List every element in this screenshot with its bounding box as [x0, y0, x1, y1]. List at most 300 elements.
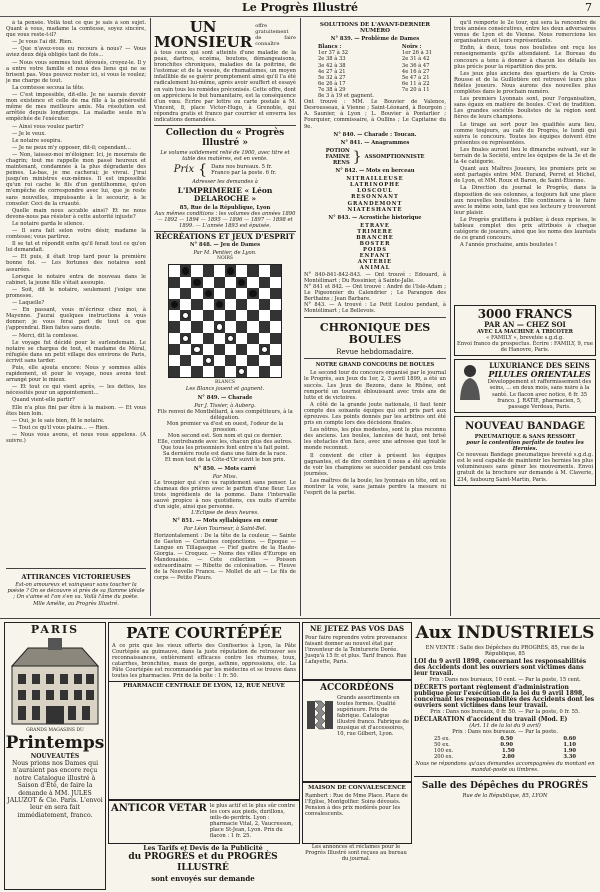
tarif-cell: 0.60 [563, 736, 576, 742]
collection-title: Collection du « Progrès Illustré » [165, 128, 285, 149]
board-square [259, 277, 270, 288]
anagram-block: POTION FAMINE RENS } ASSOMPTIONNISTE [325, 147, 425, 166]
aux-memes-text: Aux mêmes conditions : les volumes des années 1890 — 1892 — 1894 — 1895 — 1896 — 1897 — 1898 et 1899. — L'année 1893 est épuisée. [154, 210, 296, 229]
board-square [225, 355, 236, 366]
charade-line: Et mon tout de la Côte-d'Or suivit le bon prix. [164, 457, 286, 464]
charade-line: Que tous les prisonniers font entre n'a fait point. [160, 445, 290, 452]
story-paragraph: — Merci, dit la comtesse. [12, 332, 79, 339]
board-square [169, 288, 180, 299]
move-line: 4e 27 à 21 [317, 68, 346, 75]
board-square [169, 355, 180, 366]
solutions-title: SOLUTIONS DE L'AVANT-DERNIER NUMÉRO [319, 22, 431, 35]
board-square [203, 277, 214, 288]
board-square [214, 265, 225, 276]
board-square [225, 288, 236, 299]
concours-paragraph: Les maîtres de la boule, les lyonnais en tête, ont su montrer la voie, sans jamais perdre la mesure ni l'esprit de la partie. [304, 477, 446, 497]
concours-paragraph: Il convient de citer à présent les équipes gagnantes, et de dire combien il nous a été agréable de voir les champions se succéder pendant ces trois journées. [304, 452, 446, 477]
story-paragraph: — C'est impossible, dit-elle. Je ne saurais devoir mon existence et celle de ma fille à la générosité même de mes meilleurs amis. Ma résolution est arrêtée depuis longtemps. La maladie seule m'a empêchée de l'exécuter. [6, 92, 146, 123]
anticor-title: ANTICOR VETAR [111, 803, 207, 814]
story-paragraph: Le voyage fut décidé pour le surlendemain. Le notaire se chargea de tout, et madame de Méral, réfugiée dans un petit village des environs de Paris, écrivit sans tarder. [6, 339, 146, 364]
boules-title: CHRONIQUE DES BOULES [319, 321, 431, 347]
story-paragraph: Le notaire garda le silence. [12, 220, 85, 227]
black-piece [205, 290, 212, 297]
charade-line: Mon second est. Son nom et qui ce dernier. [167, 433, 283, 440]
move-line: 3e 42 à 38 [317, 62, 346, 69]
ad-3000-line2: PAR AN — CHEZ SOI [484, 320, 566, 329]
white-piece [216, 323, 223, 330]
ad-bandage-title: NOUVEAU BANDAGE [465, 420, 585, 432]
paris-label: PARIS [30, 623, 80, 636]
salle-addr: Rue de la République, 85, LYON [462, 793, 548, 799]
board-square [270, 321, 281, 332]
story-paragraph: — Laquelle? [12, 300, 45, 307]
ad-3000-francs [454, 305, 596, 356]
ont-trouve-843: N° 843. — A trouvé : Le Petit Loulou pendant, à Montélimart ; Le Bellevois. [304, 302, 446, 315]
move-line: 2e 31 à 42 [401, 56, 430, 63]
story-paragraph: — En passant, vous m'écrirez chez moi, à Mayenne. J'aurai quelques instructions à vous donner; je vous ferai part de tout ce que j'apprendrai. Bien faites sans doute. [6, 307, 146, 332]
column-4 [454, 20, 596, 616]
board-square [236, 321, 247, 332]
n843-title: N° 843. — Acrostiche historique [328, 214, 422, 221]
board-square [259, 310, 270, 321]
anagram-word: RENS [332, 159, 350, 166]
berceau-words [304, 176, 446, 213]
ind-decrets-prix: Prix : Dans nos bureaux, 0 fr. 50. — Par la poste, 0 fr. 55. [430, 709, 580, 715]
boules-paragraph: Enfin, à deux, tous nos boulistes ont reçu les renseignements qu'ils attendaient. Le Bureau du concours a tenu à donner à chacun les détails les plus précis pour la répartition des prix. [454, 45, 596, 70]
black-piece [216, 301, 223, 308]
board-square [247, 333, 258, 344]
board-square [259, 265, 270, 276]
berceau-word: GRANDEMONT [347, 200, 403, 207]
boules-paragraph: Les finales auront lieu le dimanche suivant, sur le terrain de la Société, entre les équipes de la 3e et de la 4e catégorie. [454, 146, 596, 166]
charade-line: Elle, contrebande avec les, chacun plus des autres. [157, 439, 293, 446]
black-piece [193, 279, 200, 286]
move-line: 1er 37 à 32 [317, 50, 349, 57]
acrostiche-word: ANTERIE [357, 259, 393, 266]
story-paragraph: Il se tut et répondit enfin qu'il ferait tout ce qu'on lui demandait. [6, 241, 146, 254]
acrostiche-word: ETRAVE [360, 222, 390, 229]
concours-title: NOTRE GRAND CONCOURS DE BOULES [315, 362, 435, 369]
ont-trouve-841: N° 841 et 842. — Ont trouvé : André de l'Isle-Adam ; Le Pigeonnier du Calendrier ; Le Parangon des Berthains ; Jean Barbare. [304, 283, 446, 302]
concours-text [304, 370, 446, 496]
story-paragraph: — Et tout ce qui vient après, — les dettes, les nécessités pour un appointement… [6, 384, 146, 397]
board-square [214, 366, 225, 377]
board-square [270, 310, 281, 321]
board-square [247, 355, 258, 366]
board-square [247, 344, 258, 355]
ad-lux-title: LUXURIANCE DES SEINS [489, 361, 590, 371]
tarif-cell: 0.50 [500, 736, 513, 742]
concours-paragraph: A côté de la grande joute nationale, il faut tenir compte des soixante équipes qui ont pris part aux épreuves. Les points donnés par les arbitres ont été pris en compte lors des décisions finales. [304, 401, 446, 427]
mots-carre-title: N° 850. — Mots carré [193, 465, 257, 472]
board-square [203, 310, 214, 321]
black-piece [227, 267, 234, 274]
story-paragraph: Le notaire soupira. [12, 137, 62, 144]
story-paragraph: — Je ne peux m'y opposer, dit-il; cependant… [12, 144, 132, 151]
move-line: 4e 16 à 27 [401, 68, 430, 75]
ad-3000-small: Envoi franco du prospectus. Écrire : FAMILY, 9, rue de Hanovre, Paris. [457, 341, 593, 354]
maison-text: Rambert : Rue de Mme Place. Place de l'Église, Montgolfier. Soins dévoués. Pension à des prix modérés pour les convalescents. [305, 793, 408, 817]
board-square [180, 321, 191, 332]
berceau-word: LOSCOUL [357, 188, 393, 195]
story-paragraph: Puis, elle ajouta encore: Nous y sommes allés rapidement, et pour le voyage, nous avons tout arrangé pour le mieux. [6, 364, 146, 384]
ind-decl: DÉCLARATION d'accident du travail (Mod. E) [414, 716, 568, 723]
acrostiche-word: POIDS [362, 247, 388, 254]
white-piece [182, 312, 189, 319]
black-piece [238, 279, 245, 286]
board-square [191, 310, 202, 321]
story-paragraph: — Oui, je le sais bien, fit le notaire. [12, 417, 105, 424]
probleme-title: N° 839. — Problème de Dames [330, 36, 420, 43]
ind-decl-sub: (Art. 11 de la loi du 9 avril) [469, 723, 541, 729]
story-paragraph: — Que n'avez-vous eu recours à nous? — Vous aviez deux déjà obligés tant de fois… [6, 46, 146, 59]
boules-paragraph: qu'il remporte le 2e tour, qui sera la rencontre de trois années consécutives, entre les deux adversaires venus de Lyon et de Vienne. Nous remercions les organisateurs et leurs représentants. [454, 20, 596, 45]
board-square [191, 333, 202, 344]
grands-magasins: GRANDS MAGASINS DU [26, 728, 84, 733]
ad-3000-title: 3000 FRANCS [477, 307, 573, 321]
concours-paragraph: Le second tour du concours organisé par le journal le Progrès, aux Jeux du 1er, 2, 3 avril 1899, a été un succès. Les Jeux de Bezons, dans le Rhône, ont remporté un tournoi éblouissant avec trois ans de lutte et de victoires. [304, 370, 446, 401]
board-square [225, 344, 236, 355]
board-square [270, 265, 281, 276]
story-paragraph: — Et puis, il était trop tard pour la première bonne foi. — Les fortunes des notaires sont assurées. [6, 254, 146, 273]
jetez-title: NE JETEZ PAS VOS DAS [309, 624, 405, 633]
ad-3000-line4: « FAMILY », brevetée s.g.d.g. [486, 335, 564, 342]
story-paragraph: Lorsque le notaire entra de nouveau dans le cabinet, la jeune fille s'était assoupie. [6, 273, 146, 286]
board-square [236, 333, 247, 344]
annonces-text: Les annonces et réclames pour le Progrès Illustré sont reçues au bureau du journal. [305, 844, 407, 862]
tarif-cell: 1.50 [501, 748, 515, 754]
board-square [180, 265, 191, 276]
brace-glyph: { [198, 162, 208, 179]
mots-syllabiques-by: Par Léon Tourneur, à Saint-Bel. [183, 526, 267, 533]
berceau-word: NIATESHANTE [347, 206, 403, 213]
tarif-cell: 0.90 [500, 742, 513, 748]
board-square [203, 344, 214, 355]
board-square [180, 344, 191, 355]
annonces-notice [302, 844, 410, 888]
board-square [191, 321, 202, 332]
story-paragraph: — Je vous l'ai dit. Rien. [12, 39, 73, 46]
jeu-dames-by: Par M. Pentier, de Lyon. [193, 250, 257, 257]
board-square [180, 310, 191, 321]
board-square [236, 288, 247, 299]
board-square [169, 299, 180, 310]
board-square [236, 265, 247, 276]
white-piece [193, 346, 200, 353]
boules-paragraph: Le tirage au sort pour les qualifiés aura lieu, comme toujours, au café du Progrès, le lundi qui suivra le concours. Toutes les équipes doivent être présentes ou représentées. [454, 121, 596, 146]
column-3 [304, 20, 446, 616]
black-piece [249, 290, 256, 297]
collection-sub: Le volume solidement relié de 1900, avec titre et table des matières, est en vente. [160, 150, 290, 163]
anticor-text: le plus actif et le plus sûr contre les cors aux pieds, durillons, œils-de-perdrix. Lyon : pharmacie Vital, 2, Vaucresson, place St-Jean, Lyon. Prix du flacon : 1 fr. 25. [209, 803, 296, 839]
story-paragraph: — Soit, dit le notaire, seulement j'exige une promesse. [6, 286, 146, 299]
printemps-label: Printemps [5, 733, 105, 753]
boules-sub: Revue hebdomadaire. [336, 348, 414, 357]
tarifs-line2: du PROGRÈS et du PROGRÈS ILLUSTRÉ [128, 852, 278, 873]
pate-text: A ce prix que les vieux offerts des Confiseries à Lyon, la Pâte Courtépée au guimauve, dans la juste réputation de retrouver ses reconnaissances, entièrement efficaces contre les rhumes, toux, catarrhes, bronchites, maux de gorge, asthme, oppressions, etc. La Pâte Courtépée est recommandée par les médecins et se trouve dans toutes les pharmacies. Prix de la boîte : 1 fr. 50. [112, 643, 296, 679]
noirs-moves-label: Noirs : [401, 44, 422, 51]
board-square [180, 355, 191, 366]
ad-anticor [108, 800, 300, 844]
page-header [0, 0, 600, 17]
attirances-author: Mlle Amélie, au Progrès Illustré. [33, 601, 119, 608]
anagram-right: ASSOMPTIONNISTE [364, 153, 425, 160]
board-square [236, 344, 247, 355]
board-square [259, 288, 270, 299]
ad-industriels [414, 622, 596, 888]
berceau-word: LATRINOPHE [349, 182, 400, 189]
page-title: Le Progrès Illustré [241, 1, 359, 14]
board-square [203, 299, 214, 310]
accordeons-title: ACCORDÉONS [320, 683, 394, 693]
board-square [225, 299, 236, 310]
charade-line: Mon premier va d'est en ouest, l'odeur de la pression. [166, 420, 284, 433]
board-square [180, 277, 191, 288]
black-piece [182, 267, 189, 274]
dames-caption: Les Blancs jouent et gagnent. [185, 386, 265, 393]
nouveautes-label: NOUVEAUTÉS [30, 753, 80, 760]
charade-title: N° 849. — Charade [197, 394, 253, 401]
white-piece [182, 335, 189, 342]
board-square [247, 321, 258, 332]
board-square [259, 299, 270, 310]
ad-3000-line3: AVEC LA MACHINE A TRICOTER [477, 329, 573, 335]
blancs-label: BLANCS [214, 380, 235, 386]
black-piece [171, 301, 178, 308]
ad-bandage-line3: pour la contention parfaite de toutes les Hernies. [466, 439, 584, 453]
tarif-cell: 3.30 [563, 754, 576, 760]
board-square [214, 277, 225, 288]
boules-paragraph: Quant aux Maîtres Joueurs, les premiers prix se sont partagés entre MM. Durand, Perret et Michel, de Lyon, et MM. Roux et Baron, de Saint-Étienne. [454, 166, 596, 185]
board-square [214, 344, 225, 355]
acrostiche-word: ENFANT [359, 253, 391, 260]
ad-pate-courtepee [108, 622, 300, 800]
board-square [236, 277, 247, 288]
ad-bandage [454, 416, 596, 486]
board-square [169, 366, 180, 377]
tarif-cell: 1.10 [563, 742, 576, 748]
recreations-title: RÉCRÉATIONS ET JEUX D'ESPRIT [155, 231, 295, 241]
mots-carre-text: Le troupier qui s'en va rapidement sans penser. Le chameau des prières avec le parfum d'une fleur. Les trois ingrédients de la pomme. Dans l'intervalle sauvé propice à nos quotidiens, ces nuits d'arrête d'un sigle, ainsi que personne. [154, 479, 296, 511]
column-rule [300, 18, 301, 616]
move-line: 3e 36 à 47 [401, 62, 430, 69]
board-square [247, 366, 258, 377]
ont-trouve-840: N° 840-841-842-843. — Ont trouvé : Edouard, à Montélimart ; Du Rossinier, à Sainte-Jalle. [304, 271, 446, 284]
charade-line: Sa dernière route est dans une faim de la race. [163, 451, 287, 458]
board-square [270, 355, 281, 366]
board-square [247, 299, 258, 310]
column-rule [450, 18, 451, 616]
board-square [169, 277, 180, 288]
move-line: 5e 47 à 21 [401, 74, 430, 81]
board-square [191, 265, 202, 276]
story-paragraph: à ta pensée. Voilà tout ce que je sais à son sujet. Quant à vous, madame la comtesse, soyez sincère, que vous reste-t-il? [6, 20, 146, 39]
ont-trouve-839: Ont trouvé : MM. Le Bouvier de Valence, Desrousseau, à Vienne ; Saint-Léonard, à Bourgoin ; A. Saunier, à Lyon ; L. Bouvier à Pontarlier ; Fourquier, commissaire, à Oullins ; Le Capitaine du 9e. [304, 99, 446, 130]
tarifs-notice [108, 844, 298, 888]
acrostiche-word: ANIMAL [359, 265, 391, 272]
board-square [247, 265, 258, 276]
salle-title: Salle des Dépêches du PROGRÈS [421, 781, 589, 791]
board-square [169, 321, 180, 332]
pate-title: PATE COURTÉPÉE [126, 624, 282, 642]
board-square [247, 288, 258, 299]
mots-carre-by: Par Miss. [212, 473, 238, 480]
board-square [203, 333, 214, 344]
ad-jetez [302, 622, 412, 680]
jetez-text: Pour faire reprendre votre provenance faisant donner au nouvel état par l'inventeur de la Teinturerie Dorée. Jusqu'à 15 fr. et plus. Tarif franco. Rue Lafayette, Paris. [305, 635, 408, 665]
board-square [270, 333, 281, 344]
woman-portrait-icon [457, 362, 483, 400]
boules-paragraph: A l'année prochaine, amis boulistes ! [460, 242, 557, 249]
board-square [214, 299, 225, 310]
board-square [203, 288, 214, 299]
column-2 [154, 20, 296, 616]
story-paragraph: Elle n'a plus fini par être à la maison. — Et vous êtes bien loin. [6, 404, 146, 417]
board-square [259, 344, 270, 355]
ad-accordeons [302, 680, 412, 782]
column-rule [150, 18, 151, 616]
attirances-text: Est-on amoureux et vainqueur sans toucher la poésie ? On se découvre si près de sa flamme idéale ; On s'aime et l'on s'en va. Voilà l'âme du poète. [7, 582, 145, 601]
ad-maison [302, 782, 412, 844]
prix-line: Dans nos bureaux. 5 fr. [211, 164, 273, 171]
boules-paragraph: Les jeux plus anciens des quartiers de la Croix-Rousse et de la Guillotière ont retrouvé leurs plus fidèles joueurs. Nous aurons des nouvelles plus complètes dans le prochain numéro. [454, 70, 596, 96]
berceau-word: NITRAILLEUSE [346, 176, 404, 183]
board-square [180, 366, 191, 377]
board-square [259, 333, 270, 344]
ad-lux-line2: PILULES ORIENTALES [488, 369, 591, 380]
ind-decrets: DÉCRETS portant règlement d'administration publique pour l'exécution de la loi du 9 avril 1898, concernant les responsabilités des Accidents dont les ouvriers sont victimes dans leur travail. [414, 684, 595, 709]
board-square [169, 333, 180, 344]
anagram-word: FAMINE [325, 153, 350, 160]
board-square [270, 344, 281, 355]
tarif-cell: 50 ex. [434, 742, 450, 748]
board-square [270, 288, 281, 299]
board-square [214, 333, 225, 344]
acrostiche-word: BOSTER [359, 241, 391, 248]
board-square [203, 355, 214, 366]
move-line: 6e 26 à 17 [317, 80, 346, 87]
adresser-text: Adresser les demandes à [192, 178, 258, 185]
pate-pharmacie: PHARMACIE CENTRALE DE LYON, 12, RUE NEUVE [109, 681, 299, 689]
tarifs-line3: sont envoyés sur demande [151, 874, 255, 883]
move-line: 6e 11 à 22 [401, 80, 430, 87]
ind-tarif-label: Prix : Dans nos bureaux. — Par la poste. [452, 729, 558, 735]
board-square [191, 277, 202, 288]
white-piece [261, 346, 268, 353]
tarif-cell: 1.90 [563, 748, 576, 754]
ad-bandage-text: Ce nouveau Bandage pneumatique breveté s.g.d.g. est le seul capable de maintenir les hernies les plus volumineuses sans gêner les mouvements. Envoi gratuit de la brochure sur demande à M. Claverie, 234, faubourg Saint-Martin, Paris. [457, 452, 594, 483]
n840-title: N° 840. — Charade : Toucan. [333, 131, 417, 138]
collection-ad [154, 128, 296, 232]
board-square [236, 366, 247, 377]
story-paragraph: Quelle main nous accable ainsi? Et ne nous devons-nous pas résister à cette autorité injuste? [6, 207, 146, 220]
printemps-text: Nous prions nos Dames qui n'auraient pas encore reçu notre Catalogue illustré à Saison d'Été, de faire la demande à MM. JULES JALUZOT & Cie. Paris. L'envoi leur en sera fait immédiatement, franco. [7, 760, 103, 819]
board-square [270, 277, 281, 288]
boules-paragraph: Les premiers Lyonnais sont, pour l'organisation, sans égaux en matière de boules. C'est de tradition. Les grandes sociétés boulistes de la région sont fières de leurs champions. [454, 96, 596, 121]
acrostiche-words [304, 223, 446, 272]
jeu-dames-title: N° 848. — Jeu de Dames [189, 242, 261, 249]
board-square [203, 265, 214, 276]
tarif-cell: 2.80 [501, 754, 515, 760]
white-piece [227, 335, 234, 342]
noirs-label: NOIRS [217, 256, 233, 262]
ind-loi-prix: Prix : Dans nos bureaux, 10 cent. — Par la poste, 15 cent. [429, 677, 581, 683]
board-square [225, 277, 236, 288]
prix-line: Franco par la poste. 6 fr. [211, 170, 277, 177]
board-square [270, 299, 281, 310]
story-paragraph: — Nous vous avons, et nous vous appelons. (A suivre.) [6, 431, 146, 444]
accordion-icon [305, 695, 335, 735]
move-line: 1er 26 à 31 [401, 50, 432, 57]
move-line: 2e 38 à 33 [317, 56, 346, 63]
story-paragraph: — Je le veux. [12, 130, 46, 137]
monsieur-sub: offre gratuitement de faire connaître [255, 22, 296, 48]
ad-bandage-line2: PNEUMATIQUE & SANS RESSORT [474, 433, 576, 440]
board-square [225, 265, 236, 276]
board-square [214, 321, 225, 332]
charade-line: Fils renvoi de Montbéliard, à ses compétiteurs, à la délégation. [157, 408, 293, 421]
attirances-poem [6, 572, 146, 616]
tarifs-line1: Les Tarifs et Devis de la Publicité [143, 844, 263, 852]
board-square [203, 366, 214, 377]
board-square [225, 333, 236, 344]
board-square [214, 288, 225, 299]
board-square [247, 310, 258, 321]
department-store-icon [8, 636, 102, 726]
boules-paragraph: Le Progrès gratifiera à publier, à deux reprises, le tableau complet des prix attribués à chaque catégorie de joueurs, ainsi que les noms des lauréats de ce grand concours. [454, 216, 596, 242]
boules-paragraph: La Direction du journal le Progrès, dans la disposition de ses colonnes, a toujours fait une place aux nouvelles boulistes. Elle continuera à le faire avec le même soin, tant que ses lecteurs y trouveront leur plaisir. [454, 185, 596, 216]
board-square [203, 321, 214, 332]
monsieur-ad [154, 20, 296, 126]
page-number: 7 [585, 1, 592, 14]
board-square [259, 355, 270, 366]
n841-title: N° 841. — Anagrammes [340, 139, 410, 146]
board-square [270, 366, 281, 377]
board-square [180, 288, 191, 299]
mots-carre-signature: L'Eclipse de deux heures. [191, 510, 259, 517]
board-square [236, 355, 247, 366]
white-piece [205, 357, 212, 364]
concours-paragraph: Les nôtres, les plus modestes, sont le plus reconnu des anciens. Les boules, lancées de haut, ont brisé les obstacles d'en face, avec une adresse que tout le monde reconnut. [304, 427, 446, 452]
mots-syllabiques-title: N° 851. — Mots syllabiques en cœur [172, 518, 278, 525]
tarif-cell: 100 ex. [434, 748, 454, 754]
tarif-cell: 25 ex. [434, 736, 450, 742]
mots-syllabiques-text: Horizontalement : De la tête de la couleur. — Sainte de Gaston — Certaines conjonctions. — Époque — Langue en Tillagasque — Fief gastre de la Haute-Giorgia. — Croquez. — Noms des villes d'Europe en Mandouaisie. — Cete collection — Poisson extraordinaire — Ribette de colonisation. — Fleuve de la Nouvelle France. — Mollet de ait — Le fils de corps — Petite Fleurs. [154, 532, 296, 582]
ind-en-vente: EN VENTE : Salle des Dépêches du PROGRÈS, 85, rue de la République, 85 [425, 645, 585, 657]
board-square [180, 299, 191, 310]
section-rule [6, 568, 146, 569]
board-square [259, 366, 270, 377]
board-square [180, 333, 191, 344]
imprimerie-address: 85, Rue de la République, Lyon [179, 204, 271, 211]
acrostiche-word: BRANCHE [356, 235, 394, 241]
attirances-title: ATTIRANCES VICTORIEUSES [21, 573, 131, 581]
berceau-word: RESONNANT [351, 194, 399, 201]
anagram-word: POTION [325, 147, 350, 154]
noirs-moves [402, 50, 432, 93]
board-square [236, 299, 247, 310]
board-square [225, 366, 236, 377]
n842-title: N° 842. — Mots en berceau [335, 168, 415, 175]
move-line: 7e 38 à 29 [317, 86, 346, 93]
ad-lux-text: Développement et raffermissement des seins, ... en deux mois, sans nuire à la santé. Le flacon avec notice, 6 fr. 35 franco. J. RATIÉ, pharmacien, 5, passage Verdeau, Paris. [487, 379, 592, 410]
imprimerie-name: L'IMPRIMERIE « Léon DELAROCHE » [177, 185, 273, 203]
board-square [191, 344, 202, 355]
monsieur-text: à tous ceux qui sont atteints d'une maladie de la peau, dartres, eczéma, boutons, démangeaisons, bronchites chroniques, maladies de la poitrine, de l'estomac et de la vessie, de rhumatismes, un moyen infaillible de se guérir promptement ainsi qu'il l'a été radicalement lui-même, après avoir souffert et essayé en vain tous les remèdes préconisés. Cette offre, dont on appréciera le but humanitaire, est la conséquence d'un vœu. Écrire par lettre ou carte postale à M. Vincent, 8, place Victor-Hugo, à Grenoble, qui répondra gratis et franco par courrier et enverra les indications demandées. [154, 50, 296, 124]
story-paragraph: — Tout ce qu'il vous plaira… — Rien. [12, 424, 110, 431]
story-paragraph: Quand vient-elle partir? [12, 397, 75, 404]
board-square [225, 310, 236, 321]
